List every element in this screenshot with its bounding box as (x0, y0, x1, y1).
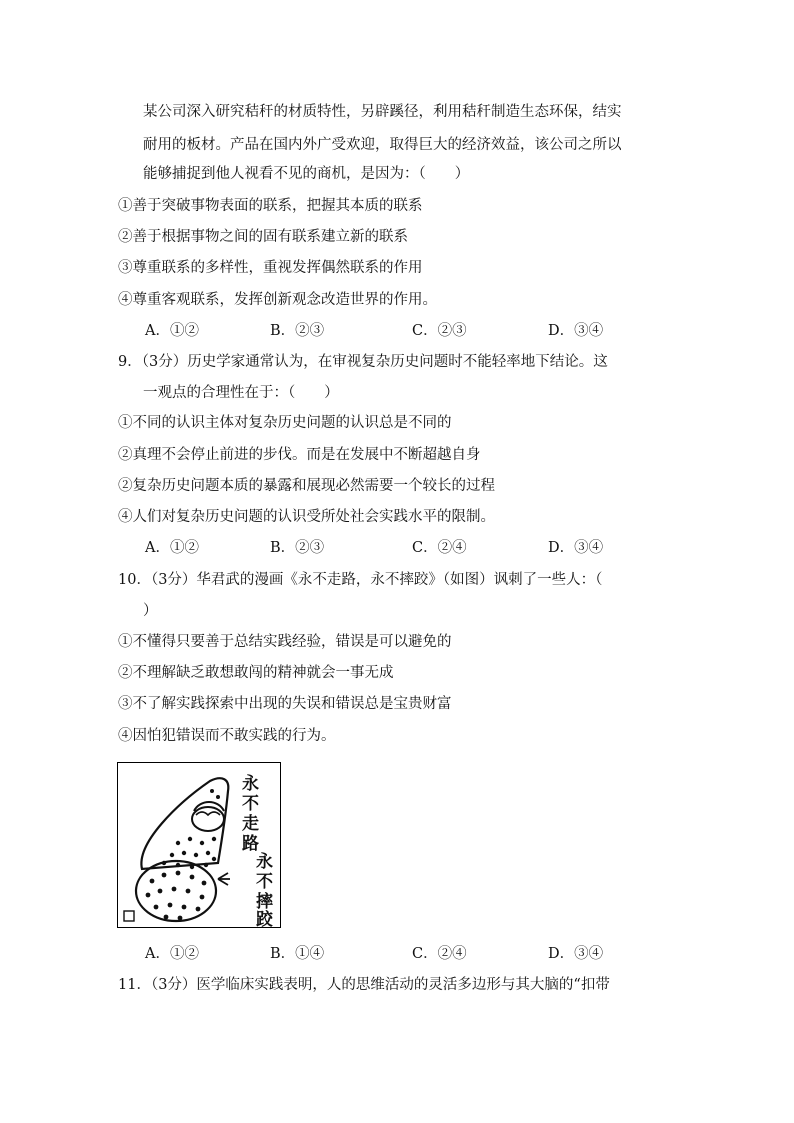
cartoon-drawing (118, 763, 280, 927)
q8-options (145, 321, 645, 341)
q10-statement-3: ③不了解实践探索中出现的失误和错误总是宝贵财富 (118, 696, 452, 712)
q8-stem-line-1: 某公司深入研究秸秆的材质特性，另辟蹊径，利用秸秆制造生态环保，结实 (143, 104, 622, 120)
q8-statement-2: ②善于根据事物之间的固有联系建立新的联系 (118, 229, 408, 245)
bundle-dots (146, 871, 207, 921)
q8-statement-3: ③尊重联系的多样性，重视发挥偶然联系的作用 (118, 260, 423, 276)
artist-seal (124, 911, 134, 921)
svg-text:走: 走 (242, 814, 259, 834)
svg-text:不: 不 (242, 794, 259, 814)
svg-text:永: 永 (242, 774, 259, 794)
svg-text:路: 路 (242, 834, 259, 854)
q10-option-d[interactable]: D．③④ (548, 946, 604, 962)
q9-options (145, 538, 645, 558)
eyes (196, 812, 220, 815)
q8-option-b[interactable]: B．②③ (270, 323, 325, 339)
q9-option-c[interactable]: C．②④ (412, 540, 467, 556)
q9-statement-1: ①不同的认识主体对复杂历史问题的认识总是不同的 (118, 415, 452, 431)
wrap-dots-upper (162, 789, 220, 869)
q9-option-a[interactable]: A．①② (145, 540, 199, 556)
q8-stem-line-2: 耐用的板材。产品在国内外广受欢迎，取得巨大的经济效益，该公司之所以 (143, 137, 622, 153)
q10-option-b[interactable]: B．①④ (270, 946, 325, 962)
q10-stem-line-1: 10．（3分）华君武的漫画《永不走路，永不摔跤》（如图）讽刺了一些人：（ (118, 572, 603, 588)
q10-options (145, 944, 645, 964)
q9-statement-3: ②复杂历史问题本质的暴露和展现必然需要一个较长的过程 (118, 478, 495, 494)
q10-stem-line-2: ） (143, 603, 158, 619)
q9-statement-2: ②真理不会停止前进的步伐。而是在发展中不断超越自身 (118, 447, 481, 463)
q8-statement-1: ①善于突破事物表面的联系，把握其本质的联系 (118, 198, 423, 214)
q10-statement-4: ④因怕犯错误而不敢实践的行为。 (118, 728, 336, 744)
q11-stem-line-1: 11．（3分）医学临床实践表明，人的思维活动的灵活多边形与其大脑的“扣带 (118, 977, 610, 993)
q9-option-d[interactable]: D．③④ (548, 540, 604, 556)
q10-statement-2: ②不理解缺乏敢想敢闯的精神就会一事无成 (118, 665, 394, 681)
q9-option-b[interactable]: B．②③ (270, 540, 325, 556)
q8-stem-line-3: 能够捕捉到他人视看不见的商机，是因为：（ ） (143, 166, 470, 182)
q8-option-a[interactable]: A．①② (145, 323, 199, 339)
q9-stem-line-1: 9．（3分）历史学家通常认为，在审视复杂历史问题时不能轻率地下结论。这 (118, 354, 608, 370)
bundle-outline (136, 861, 216, 921)
svg-text:永: 永 (256, 852, 273, 872)
q9-statement-4: ④人们对复杂历史问题的认识受所处社会实践水平的限制。 (118, 509, 495, 525)
svg-text:跤: 跤 (256, 910, 273, 927)
cartoon-image (117, 762, 281, 928)
svg-text:摔: 摔 (256, 892, 273, 912)
face-outline (192, 807, 224, 831)
q10-statement-1: ①不懂得只要善于总结实践经验，错误是可以避免的 (118, 634, 452, 650)
q9-stem-line-2: 一观点的合理性在于：（ ） (143, 385, 339, 401)
rope-knot (218, 873, 230, 885)
wrap-outline (141, 778, 228, 869)
q8-option-c[interactable]: C．②③ (412, 323, 467, 339)
q10-option-c[interactable]: C．②④ (412, 946, 467, 962)
q8-statement-4: ④尊重客观联系，发挥创新观念改造世界的作用。 (118, 292, 437, 308)
q8-option-d[interactable]: D．③④ (548, 323, 604, 339)
svg-text:不: 不 (256, 872, 273, 892)
cartoon-caption (242, 774, 274, 927)
q10-option-a[interactable]: A．①② (145, 946, 199, 962)
